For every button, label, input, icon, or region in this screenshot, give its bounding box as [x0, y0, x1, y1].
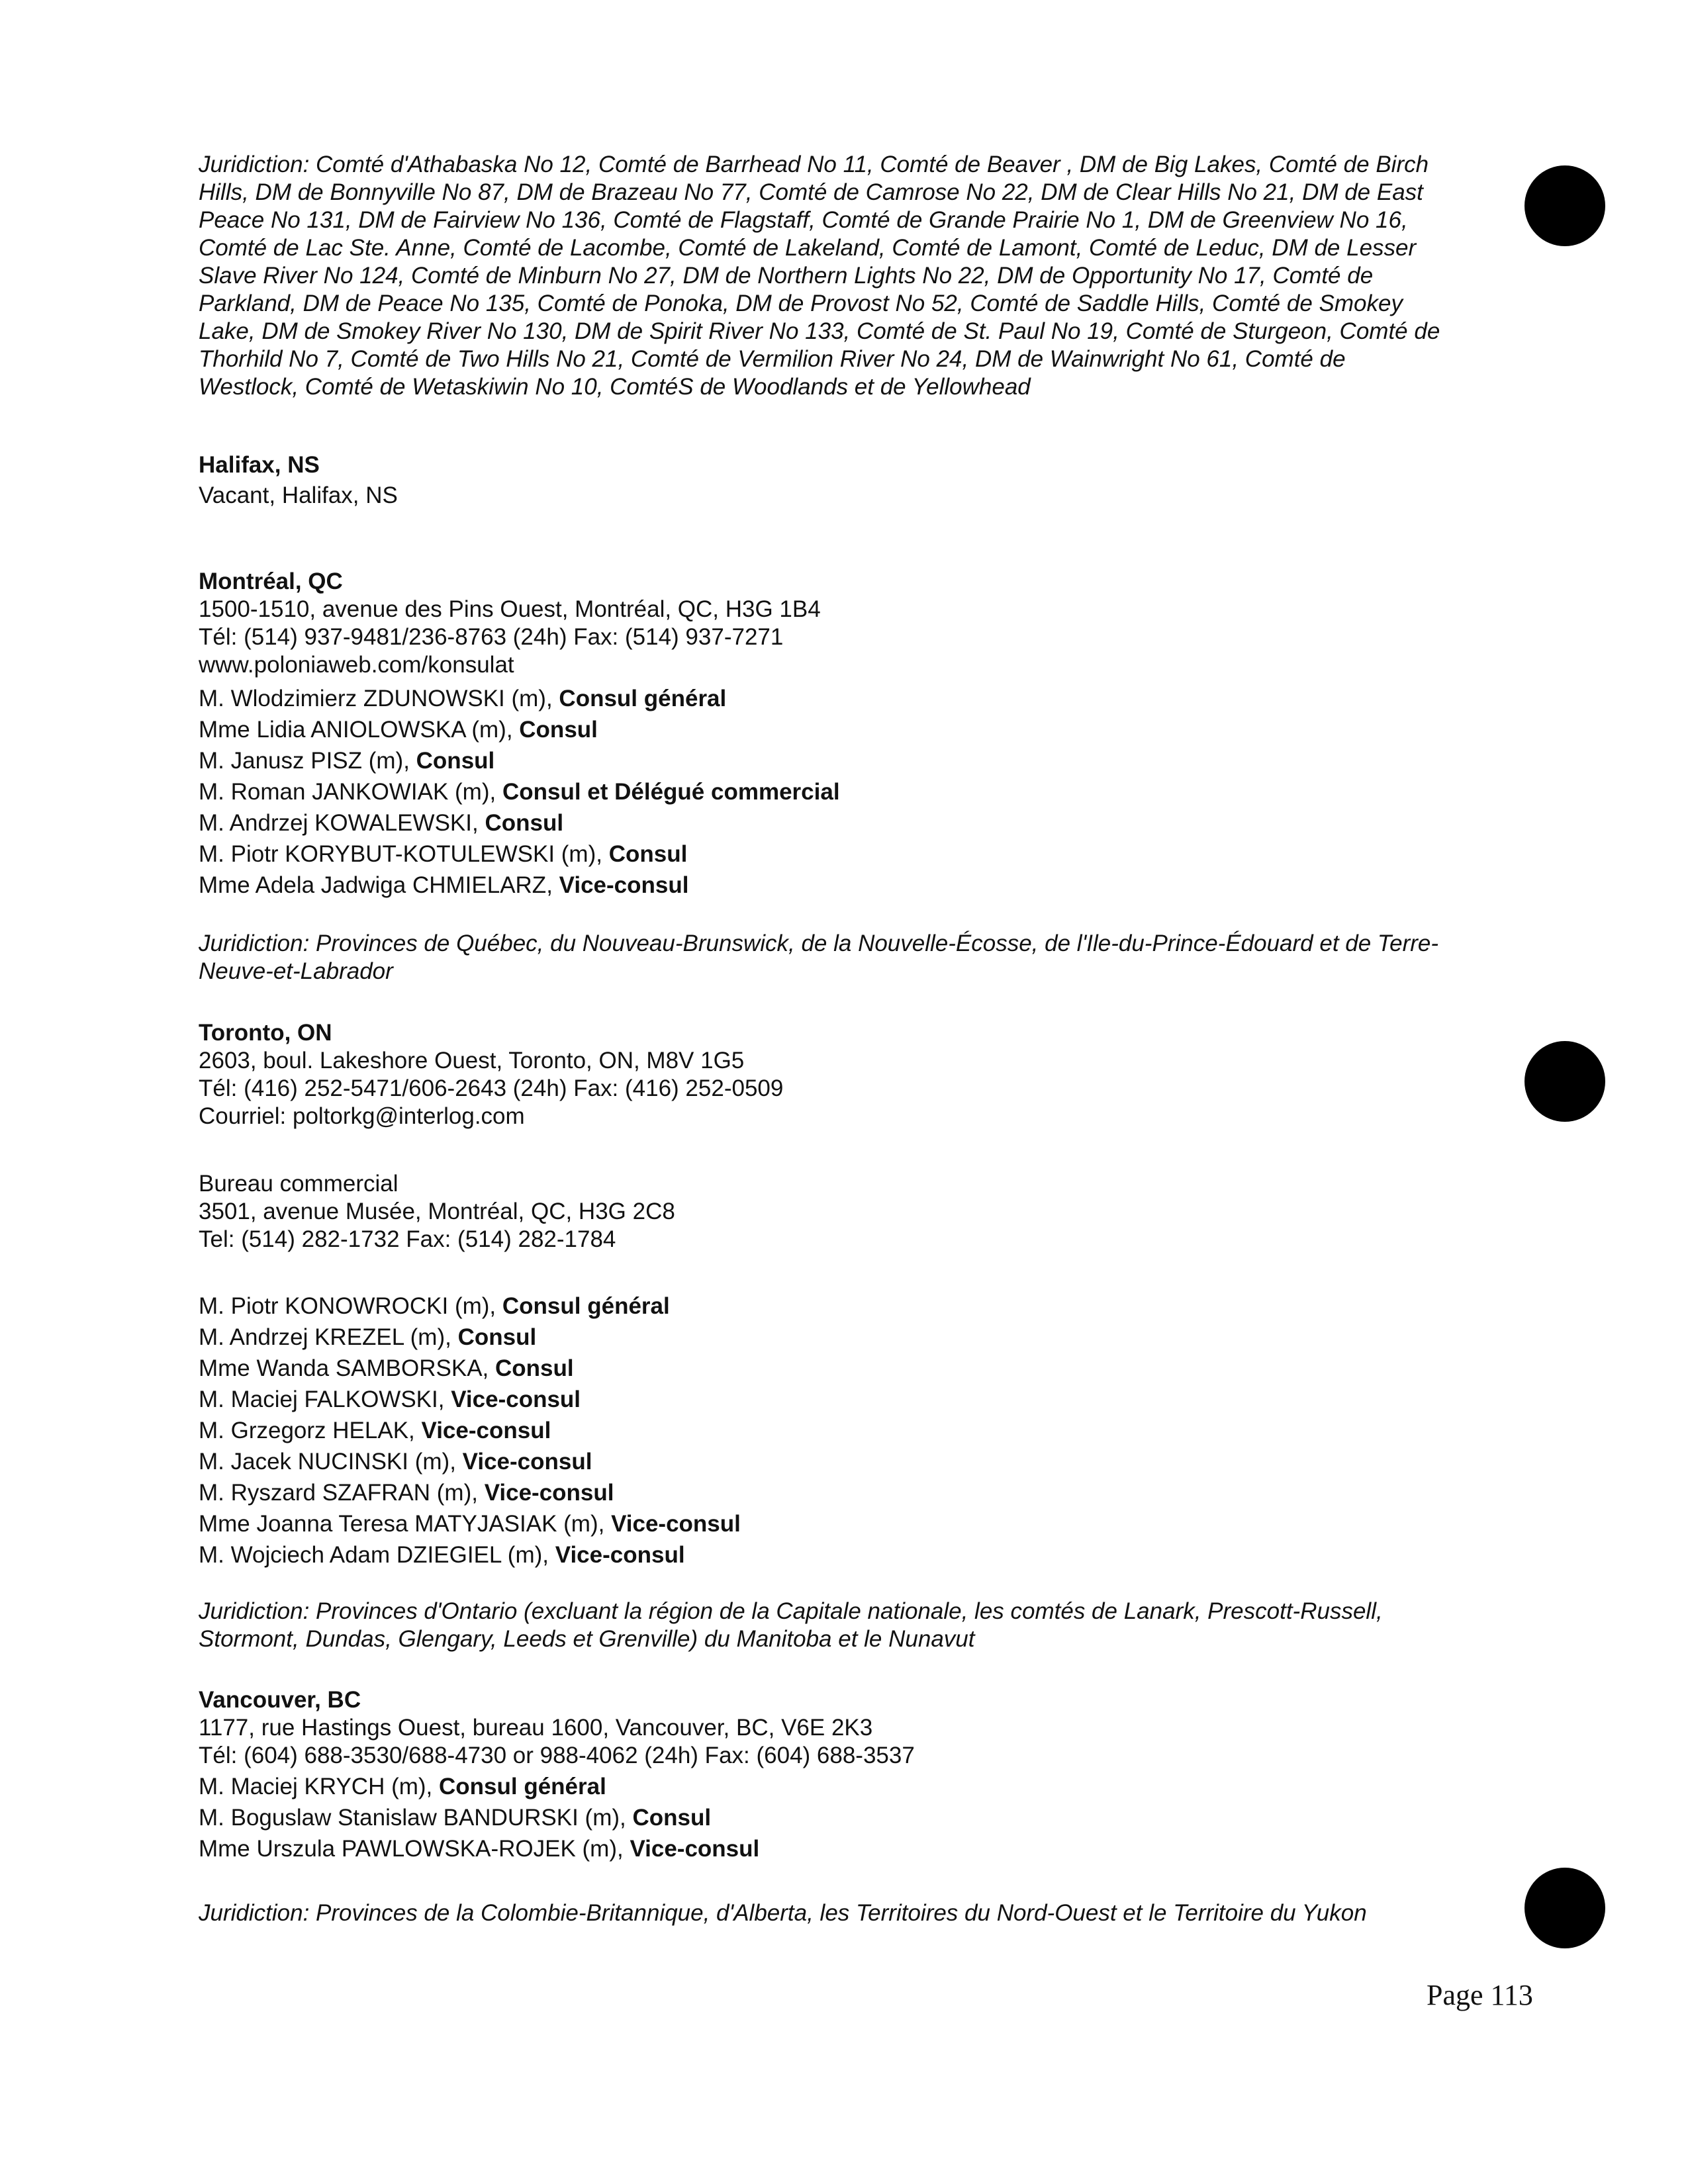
punch-hole-bottom [1524, 1868, 1605, 1948]
staff-name: M. Wojciech Adam DZIEGIEL (m), [199, 1542, 555, 1568]
phone: Tél: (514) 937-9481/236-8763 (24h) Fax: (514) 937-7271 [199, 624, 784, 650]
staff-list [199, 683, 840, 901]
staff-role: Consul général [502, 1293, 670, 1319]
staff-list-toronto [199, 1291, 741, 1570]
staff-name: M. Grzegorz HELAK, [199, 1418, 422, 1443]
staff-name: Mme Lidia ANIOLOWSKA (m), [199, 717, 520, 743]
bureau-commercial [199, 1170, 675, 1253]
jurisdiction-montreal [199, 930, 1438, 985]
jurisdiction-toronto [199, 1598, 1383, 1653]
staff-row [199, 1477, 741, 1508]
jurisdiction-line: Juridiction: Provinces de la Colombie-Britannique, d'Alberta, les Territoires du Nord-Ouest et le Territoire du Yukon [199, 1900, 1367, 1926]
address: 1500-1510, avenue des Pins Ouest, Montréal, QC, H3G 1B4 [199, 596, 821, 622]
staff-row [199, 745, 840, 776]
staff-row [199, 1802, 915, 1833]
email-link[interactable]: Courriel: poltorkg@interlog.com [199, 1103, 525, 1129]
jurisdiction-line: Peace No 131, DM de Fairview No 136, Comté de Flagstaff, Comté de Grande Prairie No 1, DM de Greenview No 16, [199, 207, 1408, 233]
staff-role: Consul [519, 717, 598, 743]
staff-role: Consul et Délégué commercial [502, 779, 840, 805]
staff-role: Vice-consul [559, 872, 689, 898]
halifax-line: Vacant, Halifax, NS [199, 482, 398, 508]
staff-role: Vice-consul [484, 1480, 614, 1506]
page-number: Page 113 [1427, 1979, 1533, 2011]
staff-row [199, 1833, 915, 1864]
staff-list [199, 1771, 915, 1864]
staff-role: Consul [485, 810, 564, 836]
staff-name: M. Maciej FALKOWSKI, [199, 1387, 451, 1412]
section-montreal [199, 568, 840, 901]
jurisdiction-line: Comté de Lac Ste. Anne, Comté de Lacombe, Comté de Lakeland, Comté de Lamont, Comté de Leduc, DM de Lesser [199, 235, 1417, 261]
staff-name: M. Jacek NUCINSKI (m), [199, 1449, 463, 1475]
jurisdiction-top [199, 151, 1440, 401]
jurisdiction-line: Westlock, Comté de Wetaskiwin No 10, ComtéS de Woodlands et de Yellowhead [199, 374, 1031, 400]
jurisdiction-line: Juridiction: Comté d'Athabaska No 12, Comté de Barrhead No 11, Comté de Beaver , DM de Big Lakes, Comté de Birch [199, 152, 1429, 177]
staff-name: M. Andrzej KOWALEWSKI, [199, 810, 485, 836]
section-heading: Montréal, QC [199, 569, 343, 594]
staff-role: Consul [495, 1355, 574, 1381]
staff-role: Vice-consul [555, 1542, 685, 1568]
staff-role: Vice-consul [611, 1511, 741, 1537]
section-halifax [199, 451, 398, 510]
staff-row [199, 1508, 741, 1539]
punch-hole-top [1524, 165, 1605, 246]
bureau-title: Bureau commercial [199, 1171, 399, 1197]
jurisdiction-line: Juridiction: Provinces de Québec, du Nouveau-Brunswick, de la Nouvelle-Écosse, de l'Ile-du-Prince-Édouard et de Terre- [199, 931, 1438, 956]
jurisdiction-line: Hills, DM de Bonnyville No 87, DM de Brazeau No 77, Comté de Camrose No 22, DM de Clear Hills No 21, DM de East [199, 179, 1423, 205]
staff-name: Mme Adela Jadwiga CHMIELARZ, [199, 872, 559, 898]
section-heading: Vancouver, BC [199, 1687, 361, 1713]
jurisdiction-line: Thorhild No 7, Comté de Two Hills No 21, Comté de Vermilion River No 24, DM de Wainwright No 61, Comté de [199, 346, 1346, 372]
phone: Tél: (416) 252-5471/606-2643 (24h) Fax: (416) 252-0509 [199, 1075, 784, 1101]
staff-name: M. Andrzej KREZEL (m), [199, 1324, 458, 1350]
section-heading: Halifax, NS [199, 452, 320, 478]
staff-name: M. Piotr KONOWROCKI (m), [199, 1293, 502, 1319]
staff-role: Consul général [439, 1774, 606, 1799]
phone: Tél: (604) 688-3530/688-4730 or 988-4062 (24h) Fax: (604) 688-3537 [199, 1743, 915, 1768]
staff-row [199, 683, 840, 714]
staff-row [199, 1291, 741, 1322]
staff-name: M. Roman JANKOWIAK (m), [199, 779, 502, 805]
jurisdiction-line: Lake, DM de Smokey River No 130, DM de Spirit River No 133, Comté de St. Paul No 19, Comté de Sturgeon, Comté de [199, 318, 1440, 344]
staff-role: Vice-consul [630, 1836, 760, 1862]
jurisdiction-line: Juridiction: Provinces d'Ontario (excluant la région de la Capitale nationale, les comtés de Lanark, Prescott-Russell, [199, 1598, 1383, 1624]
staff-name: Mme Wanda SAMBORSKA, [199, 1355, 495, 1381]
staff-row [199, 776, 840, 807]
staff-row [199, 807, 840, 839]
jurisdiction-line: Neuve-et-Labrador [199, 958, 393, 984]
staff-row [199, 870, 840, 901]
jurisdiction-line: Parkland, DM de Peace No 135, Comté de Ponoka, DM de Provost No 52, Comté de Saddle Hills, Comté de Smokey [199, 291, 1403, 316]
staff-row [199, 1771, 915, 1802]
address: 1177, rue Hastings Ouest, bureau 1600, Vancouver, BC, V6E 2K3 [199, 1715, 873, 1741]
staff-role: Consul général [559, 686, 727, 711]
jurisdiction-vancouver [199, 1899, 1367, 1927]
website-link[interactable]: www.poloniaweb.com/konsulat [199, 652, 514, 678]
jurisdiction-line: Slave River No 124, Comté de Minburn No 27, DM de Northern Lights No 22, DM de Opportunity No 17, Comté de [199, 263, 1374, 289]
phone: Tel: (514) 282-1732 Fax: (514) 282-1784 [199, 1226, 616, 1252]
staff-role: Consul [608, 841, 688, 867]
section-vancouver [199, 1686, 915, 1864]
staff-name: M. Piotr KORYBUT-KOTULEWSKI (m), [199, 841, 609, 867]
staff-name: M. Janusz PISZ (m), [199, 748, 416, 774]
staff-row [199, 714, 840, 745]
address: 2603, boul. Lakeshore Ouest, Toronto, ON, M8V 1G5 [199, 1048, 745, 1073]
staff-row [199, 1415, 741, 1446]
staff-name: M. Wlodzimierz ZDUNOWSKI (m), [199, 686, 559, 711]
address: 3501, avenue Musée, Montréal, QC, H3G 2C8 [199, 1199, 675, 1224]
staff-row [199, 1322, 741, 1353]
staff-name: Mme Urszula PAWLOWSKA-ROJEK (m), [199, 1836, 630, 1862]
section-toronto [199, 1019, 783, 1130]
staff-role: Consul [632, 1805, 712, 1831]
section-heading: Toronto, ON [199, 1020, 332, 1046]
staff-row [199, 1384, 741, 1415]
staff-role: Vice-consul [421, 1418, 551, 1443]
staff-role: Consul [457, 1324, 537, 1350]
staff-name: M. Maciej KRYCH (m), [199, 1774, 439, 1799]
staff-role: Vice-consul [462, 1449, 592, 1475]
staff-name: Mme Joanna Teresa MATYJASIAK (m), [199, 1511, 612, 1537]
staff-row [199, 839, 840, 870]
punch-hole-middle [1524, 1041, 1605, 1122]
staff-role: Vice-consul [451, 1387, 581, 1412]
staff-row [199, 1353, 741, 1384]
staff-name: M. Boguslaw Stanislaw BANDURSKI (m), [199, 1805, 633, 1831]
staff-row [199, 1446, 741, 1477]
staff-name: M. Ryszard SZAFRAN (m), [199, 1480, 485, 1506]
staff-row [199, 1539, 741, 1570]
staff-role: Consul [416, 748, 495, 774]
jurisdiction-line: Stormont, Dundas, Glengary, Leeds et Grenville) du Manitoba et le Nunavut [199, 1626, 975, 1652]
